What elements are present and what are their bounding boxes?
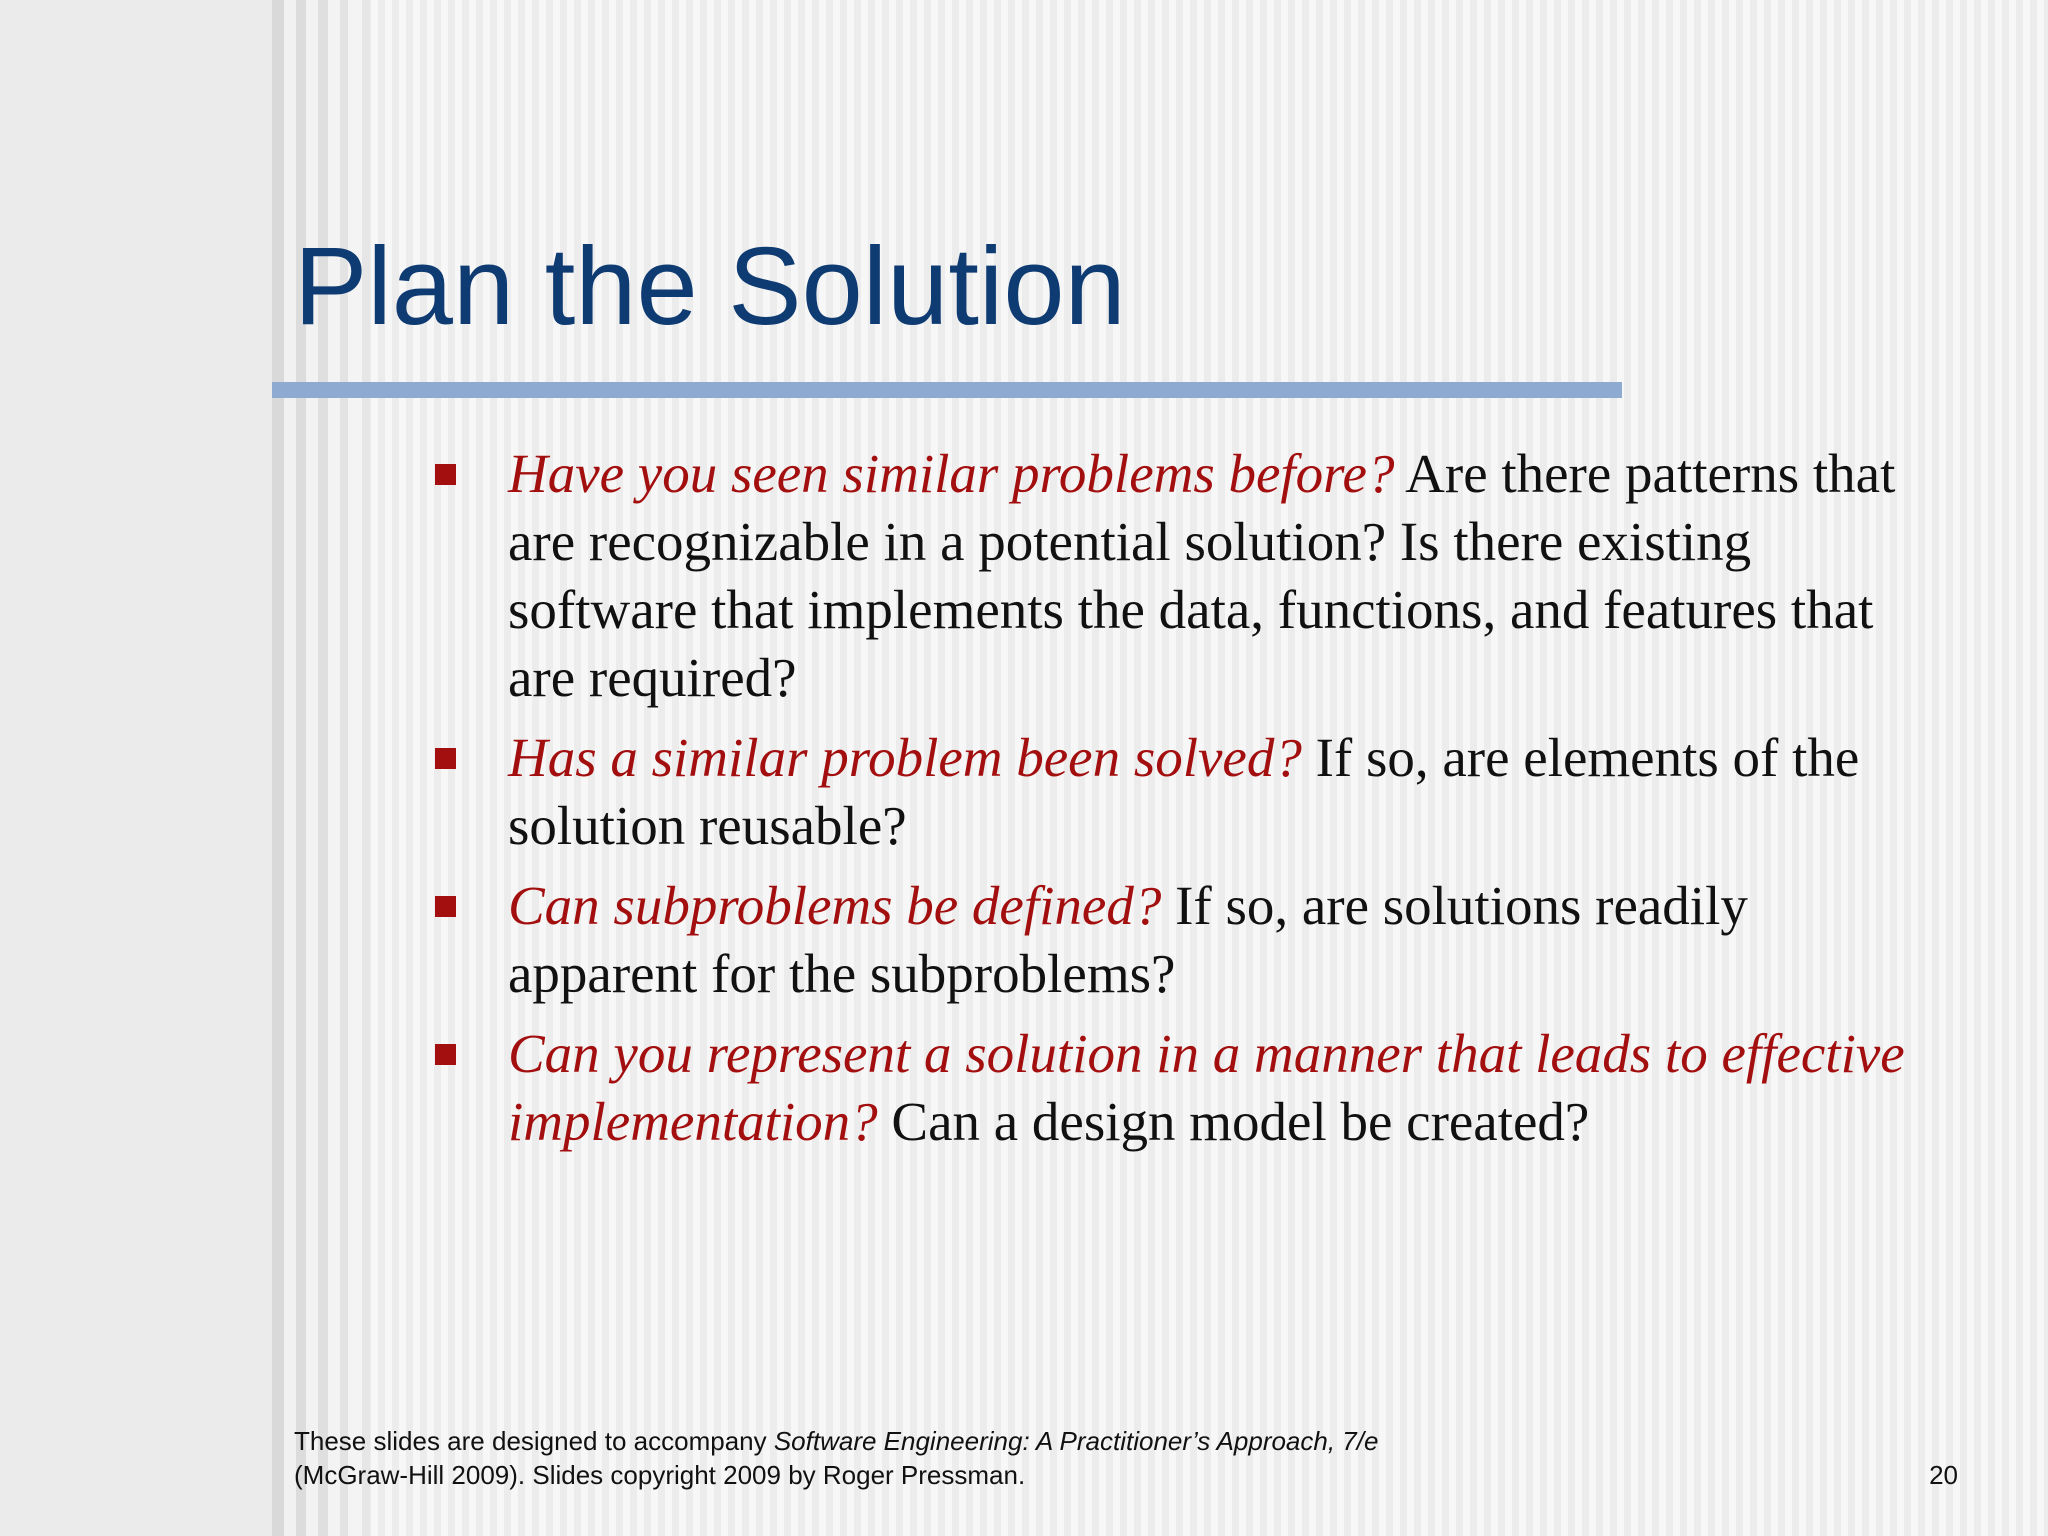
square-bullet-icon <box>435 464 456 485</box>
bullet-text: If so, are elements of the solution reusable? <box>508 727 1860 856</box>
bullet-question: Can you represent a solution in a manner that leads to effective implementation? <box>508 1023 1905 1152</box>
bullet-item <box>430 724 1930 860</box>
bullet-text: If so, are solutions readily apparent for the subproblems? <box>508 875 1748 1004</box>
bullet-item <box>430 872 1930 1008</box>
footer-book-title: Software Engineering: A Practitioner’s Approach, 7/e <box>773 1426 1379 1456</box>
square-bullet-icon <box>435 748 456 769</box>
footer-line-2: (McGraw-Hill 2009). Slides copyright 2009 by Roger Pressman. <box>294 1460 1026 1490</box>
bullet-list <box>430 440 1930 1168</box>
footer-prefix: These slides are designed to accompany <box>294 1426 774 1456</box>
footer-line-1 <box>294 1424 1378 1458</box>
bullet-text: Are there patterns that are recognizable in a potential solution? Is there existing software that implements the data, functions, and features that are required? <box>508 443 1896 708</box>
square-bullet-icon <box>435 1044 456 1065</box>
page-number: 20 <box>1929 1460 1958 1490</box>
square-bullet-icon <box>435 896 456 917</box>
bullet-item <box>430 440 1930 712</box>
bullet-question: Have you seen similar problems before? <box>508 443 1395 504</box>
slide-footer <box>294 1424 1378 1492</box>
bullet-question: Can subproblems be defined? <box>508 875 1162 936</box>
title-underline <box>272 382 1622 398</box>
bullet-item <box>430 1020 1930 1156</box>
slide-title: Plan the Solution <box>294 225 1126 348</box>
bullet-text: Can a design model be created? <box>877 1091 1590 1152</box>
bullet-question: Has a similar problem been solved? <box>508 727 1302 788</box>
